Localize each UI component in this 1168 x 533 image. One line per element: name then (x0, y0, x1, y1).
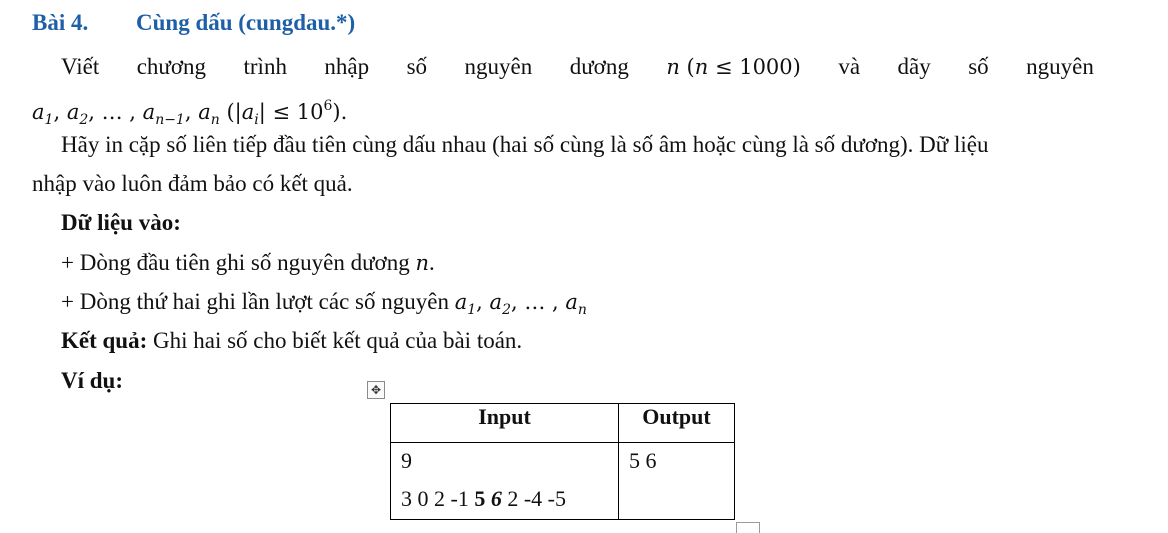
statement-line-3: Hãy in cặp số liên tiếp đầu tiên cùng dấu nhau (hai số cùng là số âm hoặc cùng là số dương). Dữ liệu (61, 132, 989, 157)
problem-number: Bài 4. (32, 10, 89, 35)
input-line-2 (61, 287, 587, 325)
table-row (391, 443, 735, 520)
input-value-line-1: 9 (401, 448, 412, 473)
input-line-1-text: + Dòng đầu tiên ghi số nguyên dương (61, 250, 410, 275)
input-seq-highlight-1: 5 (474, 486, 486, 511)
n-symbol: n (415, 251, 429, 275)
input-seq-start: 3 0 2 -1 (401, 486, 469, 511)
statement-line-1 (61, 52, 1094, 82)
input-cell (391, 443, 619, 520)
input-line-1: + Dòng đầu tiên ghi số nguyên dương n. (61, 250, 435, 275)
table-move-handle-icon[interactable]: ✥ (367, 381, 385, 399)
word: và (838, 54, 861, 79)
example-table (390, 403, 735, 520)
input-value-line-2 (401, 481, 608, 519)
output-section-text: Ghi hai số cho biết kết quả của bài toán. (153, 328, 523, 353)
bound-base: 10 (296, 100, 324, 124)
output-value: 5 6 (629, 448, 657, 473)
word: nhập (324, 54, 370, 79)
word: nguyên (1026, 54, 1094, 79)
word: nguyên (464, 54, 533, 79)
statement-line-2 (32, 91, 347, 135)
table-header-row (391, 404, 735, 443)
input-seq-highlight-2: 6 (490, 486, 502, 511)
word: dương (569, 54, 629, 79)
input-header: Input (391, 404, 619, 443)
table-resize-handle[interactable] (736, 522, 760, 533)
word: số (406, 54, 428, 79)
input-line-2-text: + Dòng thứ hai ghi lần lượt các số nguyên (61, 289, 449, 314)
problem-title: Cùng dấu (cungdau.*) (136, 10, 356, 35)
word: Viết (61, 54, 100, 79)
output-section-label: Kết quả: (61, 328, 148, 353)
output-line (61, 326, 522, 356)
word: chương (136, 54, 207, 79)
word: dãy (897, 54, 931, 79)
n-constraint-formula: n (n ≤ 1000) (666, 55, 801, 79)
word: số (968, 54, 989, 79)
sequence-list-formula: $a_1$, $a_2$, … , $a_n$ (454, 290, 587, 318)
statement-line-4: nhập vào luôn đảm bảo có kết quả. (32, 171, 353, 196)
problem-heading (32, 8, 355, 38)
output-header: Output (619, 404, 735, 443)
word: trình (243, 54, 287, 79)
output-cell (619, 443, 735, 520)
sequence-formula: $a_1$, $a_2$, … , $a_{n-1}$, $a_n$ $(|a_i| \le 10^6)$. (32, 98, 348, 128)
example-label: Ví dụ: (61, 368, 123, 393)
input-section-label: Dữ liệu vào: (61, 210, 181, 235)
input-seq-end: 2 -4 -5 (507, 486, 566, 511)
